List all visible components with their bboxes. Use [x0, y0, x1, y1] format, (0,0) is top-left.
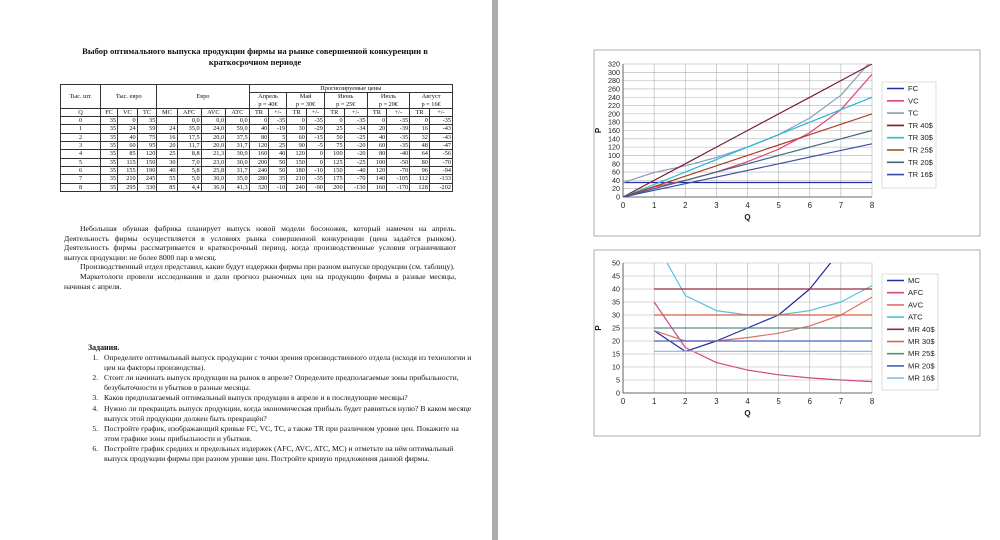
- x-tick-label: 1: [651, 397, 657, 406]
- table-cell: 25: [157, 150, 177, 158]
- table-cell: -56: [429, 150, 452, 158]
- table-cell: 0,0: [201, 117, 225, 125]
- table-cell: 0: [367, 117, 387, 125]
- legend: [882, 274, 938, 390]
- y-tick-label: 180: [608, 117, 620, 127]
- table-cell: 35: [101, 183, 118, 191]
- table-cell: 0: [287, 117, 307, 125]
- table-cell: -10: [269, 183, 287, 191]
- table-cell: 125: [324, 158, 344, 166]
- legend-label-tc: TC: [908, 108, 919, 118]
- y-tick-label: 10: [612, 362, 620, 372]
- table-cell: -35: [306, 117, 324, 125]
- table-cell: 112: [410, 175, 430, 183]
- table-cell: 35: [137, 117, 157, 125]
- table-cell: 210: [118, 175, 138, 183]
- chart-group-1: [594, 50, 980, 236]
- th-col: TC: [137, 108, 157, 116]
- table-cell: -35: [429, 117, 452, 125]
- table-cell: 35: [101, 117, 118, 125]
- paragraph: Маркетологи провели исследования и дали прогноз рыночных цен на продукцию фирмы в разные месяцы, начиная с апреля.: [64, 271, 456, 291]
- table-cell: 25: [269, 142, 287, 150]
- tasks-title: Задания.: [88, 343, 120, 352]
- paragraph: Производственный отдел представил, какие будут издержки фирмы при разном выпуске продукции (см. таблицу).: [80, 262, 455, 272]
- table-cell: 5,0: [177, 175, 201, 183]
- table-cell: -15: [306, 133, 324, 141]
- table-cell: 50: [324, 133, 344, 141]
- table-cell: 200: [249, 158, 269, 166]
- y-tick-label: 25: [612, 323, 620, 333]
- table-row: [61, 150, 453, 158]
- table-cell: 160: [367, 183, 387, 191]
- x-axis-label: Q: [744, 409, 751, 418]
- table-cell: 160: [249, 150, 269, 158]
- legend-label-mr-40: MR 40$: [908, 324, 935, 334]
- table-cell: 32: [410, 133, 430, 141]
- table-row: [61, 158, 453, 166]
- table-cell: 80: [249, 133, 269, 141]
- th-col: VC: [118, 108, 138, 116]
- th-col: +/-: [306, 108, 324, 116]
- cost-table: [60, 84, 453, 192]
- table-cell: 0: [410, 117, 430, 125]
- y-tick-label: 40: [612, 175, 620, 185]
- table-cell: -47: [429, 142, 452, 150]
- table-cell: 36,9: [201, 183, 225, 191]
- table-cell: -43: [429, 125, 452, 133]
- table-cell: 24: [157, 125, 177, 133]
- table-cell: 0: [249, 117, 269, 125]
- table-cell: 175: [324, 175, 344, 183]
- total-cost-revenue-chart: [498, 0, 1000, 540]
- task-item: 3. Каков предполагаемый оптимальный выпуск продукции в апреле и в последующие месяцы?: [100, 393, 472, 403]
- th-col: TR: [249, 108, 269, 116]
- th-unit: Тыс. шт.: [61, 85, 101, 109]
- x-tick-label: 2: [683, 397, 688, 406]
- table-cell: 5: [61, 158, 101, 166]
- table-cell: -35: [306, 175, 324, 183]
- x-tick-label: 2: [683, 201, 688, 210]
- table-cell: 37,5: [226, 133, 250, 141]
- table-cell: -70: [387, 166, 410, 174]
- table-cell: 60: [367, 142, 387, 150]
- legend-label-avc: AVC: [908, 300, 924, 310]
- x-axis-label: Q: [744, 213, 751, 222]
- th-col: +/-: [429, 108, 452, 116]
- table-row: [61, 117, 453, 125]
- table-cell: 120: [367, 166, 387, 174]
- table-cell: 17,5: [177, 133, 201, 141]
- task-description: [64, 224, 456, 291]
- table-cell: -70: [429, 158, 452, 166]
- table-cell: 48: [410, 142, 430, 150]
- paragraph: Небольшая обувная фабрика планирует выпуск новой модели босоножек, который намечен на апрель. Деятельность фирмы осуществляется в условиях рынка совершенной конкуренции (цена задаётся рынком). Деятельность фирмы рассматривается в краткосрочный период, когда производственные условия ограничивают выпуск продукции: не более 8000 пар в месяц.: [64, 224, 456, 262]
- task-item: 6. Постройте график средних и предельных издержек (AFC, AVC, ATC, MC) и отметьте на нём оптимальный выпуск продукции фирмы при разном уровне цен. Постройте кривую предложения данной фирмы.: [100, 444, 472, 463]
- table-cell: 120: [249, 142, 269, 150]
- table-cell: 30: [287, 125, 307, 133]
- table-cell: -40: [387, 150, 410, 158]
- month-name: Август: [421, 93, 441, 101]
- x-tick-label: 4: [745, 397, 750, 406]
- th-month: [287, 93, 325, 109]
- y-tick-label: 15: [612, 349, 620, 359]
- table-cell: 120: [287, 150, 307, 158]
- table-cell: 100: [367, 158, 387, 166]
- table-cell: 96: [410, 166, 430, 174]
- table-cell: [157, 117, 177, 125]
- document-title: Выбор оптимального выпуска продукции фирмы на рынке совершенной конкуренции в краткосрочном периоде: [82, 46, 428, 67]
- table-cell: 60: [118, 142, 138, 150]
- th-month: [324, 93, 367, 109]
- y-tick-label: 260: [608, 84, 620, 94]
- table-row: [61, 133, 453, 141]
- document-page-right: [498, 0, 1000, 540]
- table-cell: 31,7: [226, 142, 250, 150]
- y-tick-label: 280: [608, 76, 620, 86]
- month-name: Июнь: [338, 93, 354, 101]
- table-cell: 16: [410, 125, 430, 133]
- month-name: Май: [299, 93, 312, 101]
- table-cell: 180: [287, 166, 307, 174]
- table-row: [61, 142, 453, 150]
- th-col: +/-: [269, 108, 287, 116]
- legend-label-tr-25: TR 25$: [908, 145, 933, 155]
- table-cell: 0: [306, 150, 324, 158]
- table-cell: 1: [61, 125, 101, 133]
- table-cell: -20: [344, 150, 367, 158]
- th-euro: Евро: [157, 85, 249, 109]
- legend-label-mc: MC: [908, 276, 920, 285]
- table-cell: -19: [269, 125, 287, 133]
- task-item: 2. Стоит ли начинать выпуск продукции на рынок в апреле? Определите предполагаемые зоны прибыльности, безубыточности и убытков в разные месяцы.: [100, 373, 472, 392]
- th-col: +/-: [387, 108, 410, 116]
- y-tick-label: 45: [612, 271, 620, 281]
- table-cell: -130: [344, 183, 367, 191]
- table-cell: -40: [344, 166, 367, 174]
- y-axis-label: P: [594, 325, 603, 331]
- table-cell: 30: [157, 158, 177, 166]
- table-cell: -202: [429, 183, 452, 191]
- table-row: [61, 175, 453, 183]
- table-cell: 21,3: [201, 150, 225, 158]
- table-cell: 150: [287, 158, 307, 166]
- table-cell: -25: [344, 133, 367, 141]
- table-cell: 35: [101, 150, 118, 158]
- x-tick-label: 7: [838, 397, 844, 406]
- table-cell: 5,8: [177, 166, 201, 174]
- table-cell: 240: [287, 183, 307, 191]
- th-forecast: Прогнозируемые цены: [249, 85, 452, 93]
- table-cell: -43: [429, 133, 452, 141]
- month-price: p = 25€: [336, 100, 356, 108]
- table-cell: 31,7: [226, 166, 250, 174]
- table-cell: 11,7: [177, 142, 201, 150]
- table-cell: 240: [249, 166, 269, 174]
- table-cell: 23,0: [201, 158, 225, 166]
- table-cell: 7: [61, 175, 101, 183]
- th-col: Q: [61, 108, 101, 116]
- y-tick-label: 5: [616, 375, 620, 385]
- y-tick-label: 0: [616, 192, 620, 202]
- table-cell: 150: [324, 166, 344, 174]
- legend-label-atc: ATC: [908, 312, 923, 322]
- table-cell: 85: [118, 150, 138, 158]
- y-tick-label: 80: [612, 159, 620, 169]
- month-price: p = 20€: [378, 100, 399, 108]
- legend-label-tr-20: TR 20$: [908, 157, 933, 167]
- table-cell: 4: [61, 150, 101, 158]
- table-cell: 295: [118, 183, 138, 191]
- th-k-euro: Тыс. евро: [101, 85, 157, 109]
- table-cell: 150: [137, 158, 157, 166]
- table-cell: 41,3: [226, 183, 250, 191]
- table-cell: 25: [324, 125, 344, 133]
- table-cell: -10: [306, 166, 324, 174]
- table-cell: -133: [429, 175, 452, 183]
- task-item: 1. Определите оптимальный выпуск продукции с точки зрения производственного отдела (исходя из технологии и цен на факторы производства).: [100, 353, 472, 372]
- table-cell: 75: [324, 142, 344, 150]
- table-cell: 320: [249, 183, 269, 191]
- table-cell: 25,8: [201, 166, 225, 174]
- y-tick-label: 20: [612, 336, 620, 346]
- y-tick-label: 30: [612, 310, 620, 320]
- table-cell: 40: [157, 166, 177, 174]
- th-month: [410, 93, 453, 109]
- table-cell: -105: [387, 175, 410, 183]
- y-tick-label: 160: [608, 126, 620, 135]
- x-tick-label: 5: [776, 201, 781, 210]
- table-row: [61, 125, 453, 133]
- table-cell: 24,0: [201, 125, 225, 133]
- table-cell: 16: [157, 133, 177, 141]
- legend-label-vc: VC: [908, 96, 919, 106]
- table-cell: 60: [287, 133, 307, 141]
- table-cell: 330: [137, 183, 157, 191]
- table-row: [61, 166, 453, 174]
- table-cell: 40: [249, 125, 269, 133]
- document-page-left: [0, 0, 492, 540]
- table-cell: 280: [249, 175, 269, 183]
- table-cell: 40: [269, 150, 287, 158]
- y-tick-label: 320: [608, 59, 620, 69]
- table-cell: -35: [387, 117, 410, 125]
- table-cell: 20: [157, 142, 177, 150]
- table-cell: 20,0: [201, 133, 225, 141]
- table-cell: 0,0: [177, 117, 201, 125]
- th-col: TR: [410, 108, 430, 116]
- table-cell: -35: [387, 142, 410, 150]
- table-cell: 190: [137, 166, 157, 174]
- x-tick-label: 8: [869, 397, 875, 406]
- task-item: 5. Постройте график, изображающий кривые FC, VC, TC, а также TR при различном уровне цен. Покажите на этом графике зоны прибыльности и убытков.: [100, 424, 472, 443]
- table-cell: 35: [101, 166, 118, 174]
- y-tick-label: 40: [612, 284, 620, 294]
- y-tick-label: 220: [608, 101, 620, 111]
- x-tick-label: 5: [776, 397, 781, 406]
- legend-label-mr-25: MR 25$: [908, 349, 935, 359]
- table-cell: -35: [387, 133, 410, 141]
- table-cell: 140: [367, 175, 387, 183]
- table-cell: 24: [118, 125, 138, 133]
- task-item: 4. Нужно ли прекращать выпуск продукции, когда экономическая прибыль будет равняться нулю? В каком месяце выпуск этой продукции должен быть прекращён?: [100, 404, 472, 423]
- table-cell: -39: [387, 125, 410, 133]
- table-cell: 59,0: [226, 125, 250, 133]
- legend-label-tr-16: TR 16$: [908, 170, 933, 180]
- y-axis-label: P: [594, 127, 603, 134]
- y-tick-label: 200: [608, 109, 620, 119]
- table-cell: 0: [61, 117, 101, 125]
- table-cell: 40: [367, 133, 387, 141]
- legend-label-tr-30: TR 30$: [908, 133, 933, 143]
- month-price: p = 40€: [258, 100, 278, 108]
- table-cell: 35: [101, 175, 118, 183]
- table-cell: 75: [137, 133, 157, 141]
- table-cell: 80: [410, 158, 430, 166]
- x-tick-label: 6: [807, 397, 812, 406]
- table-cell: 50: [269, 158, 287, 166]
- table-cell: 30,0: [226, 150, 250, 158]
- y-tick-label: 35: [612, 297, 620, 307]
- table-cell: 35: [269, 175, 287, 183]
- table-cell: 7,0: [177, 158, 201, 166]
- legend-label-afc: AFC: [908, 288, 924, 298]
- y-tick-label: 0: [616, 388, 620, 398]
- legend-label-mr-16: MR 16$: [908, 373, 935, 383]
- table-cell: 2: [61, 133, 101, 141]
- table-cell: 3: [61, 142, 101, 150]
- table-cell: -94: [429, 166, 452, 174]
- table-cell: 8,8: [177, 150, 201, 158]
- y-tick-label: 140: [608, 134, 620, 144]
- table-cell: 128: [410, 183, 430, 191]
- th-col: +/-: [344, 108, 367, 116]
- x-tick-label: 1: [651, 201, 657, 210]
- table-cell: 4,4: [177, 183, 201, 191]
- table-cell: -35: [269, 117, 287, 125]
- table-cell: -35: [344, 117, 367, 125]
- table-cell: 35: [101, 125, 118, 133]
- x-tick-label: 8: [869, 201, 875, 210]
- table-cell: -20: [344, 142, 367, 150]
- table-cell: 6: [61, 166, 101, 174]
- month-price: p = 30€: [295, 100, 316, 108]
- th-col: AFC: [177, 108, 201, 116]
- table-cell: 35,0: [177, 125, 201, 133]
- month-name: Июль: [380, 93, 396, 101]
- x-tick-label: 7: [838, 201, 844, 210]
- table-cell: 0,0: [226, 117, 250, 125]
- table-cell: 35: [101, 133, 118, 141]
- table-cell: -170: [387, 183, 410, 191]
- table-cell: 95: [137, 142, 157, 150]
- th-col: TR: [287, 108, 307, 116]
- x-tick-label: 3: [714, 397, 719, 406]
- x-tick-label: 4: [745, 201, 750, 210]
- table-cell: 0: [118, 117, 138, 125]
- th-col: ATC: [226, 108, 250, 116]
- th-col: FC: [101, 108, 118, 116]
- table-cell: 155: [118, 166, 138, 174]
- legend: [882, 82, 936, 188]
- th-month: [249, 93, 287, 109]
- legend-label-mr-20: MR 20$: [908, 361, 935, 371]
- x-tick-label: 0: [620, 201, 626, 210]
- table-cell: -25: [344, 158, 367, 166]
- legend-label-tr-40: TR 40$: [908, 120, 933, 130]
- table-cell: 30,0: [201, 175, 225, 183]
- table-cell: 64: [410, 150, 430, 158]
- table-cell: 30,0: [226, 158, 250, 166]
- table-cell: -5: [306, 142, 324, 150]
- y-tick-label: 240: [608, 92, 620, 102]
- table-cell: -34: [344, 125, 367, 133]
- y-tick-label: 300: [608, 67, 620, 77]
- table-cell: 100: [324, 150, 344, 158]
- th-col: TR: [367, 108, 387, 116]
- legend-label-mr-30: MR 30$: [908, 337, 935, 346]
- y-tick-label: 20: [612, 184, 620, 194]
- table-cell: 245: [137, 175, 157, 183]
- th-col: MC: [157, 108, 177, 116]
- table-cell: 200: [324, 183, 344, 191]
- x-tick-label: 3: [714, 201, 719, 210]
- table-cell: 0: [306, 158, 324, 166]
- table-cell: 8: [61, 183, 101, 191]
- month-name: Апрель: [258, 93, 278, 101]
- x-tick-label: 0: [620, 397, 626, 406]
- table-cell: 59: [137, 125, 157, 133]
- table-cell: 35: [101, 158, 118, 166]
- table-cell: 55: [157, 175, 177, 183]
- table-cell: 80: [367, 150, 387, 158]
- table-cell: 40: [118, 133, 138, 141]
- table-cell: 115: [118, 158, 138, 166]
- y-tick-label: 60: [612, 167, 620, 177]
- table-cell: 90: [287, 142, 307, 150]
- tasks-list: [88, 353, 472, 465]
- table-cell: 120: [137, 150, 157, 158]
- th-month: [367, 93, 410, 109]
- th-col: TR: [324, 108, 344, 116]
- table-cell: 0: [324, 117, 344, 125]
- table-cell: 50: [269, 166, 287, 174]
- legend-label-fc: FC: [908, 84, 919, 93]
- y-tick-label: 100: [608, 150, 620, 160]
- table-cell: 35,0: [226, 175, 250, 183]
- table-cell: -29: [306, 125, 324, 133]
- y-tick-label: 120: [608, 142, 620, 152]
- y-tick-label: 50: [612, 258, 620, 268]
- table-row: [61, 183, 453, 191]
- x-tick-label: 6: [807, 201, 812, 210]
- th-col: AVC: [201, 108, 225, 116]
- table-cell: 20,0: [201, 142, 225, 150]
- table-cell: 5: [269, 133, 287, 141]
- table-cell: 20: [367, 125, 387, 133]
- table-cell: -50: [387, 158, 410, 166]
- table-cell: 35: [101, 142, 118, 150]
- table-cell: -90: [306, 183, 324, 191]
- table-cell: -70: [344, 175, 367, 183]
- month-price: p = 16€: [421, 100, 441, 108]
- table-cell: 210: [287, 175, 307, 183]
- table-cell: 85: [157, 183, 177, 191]
